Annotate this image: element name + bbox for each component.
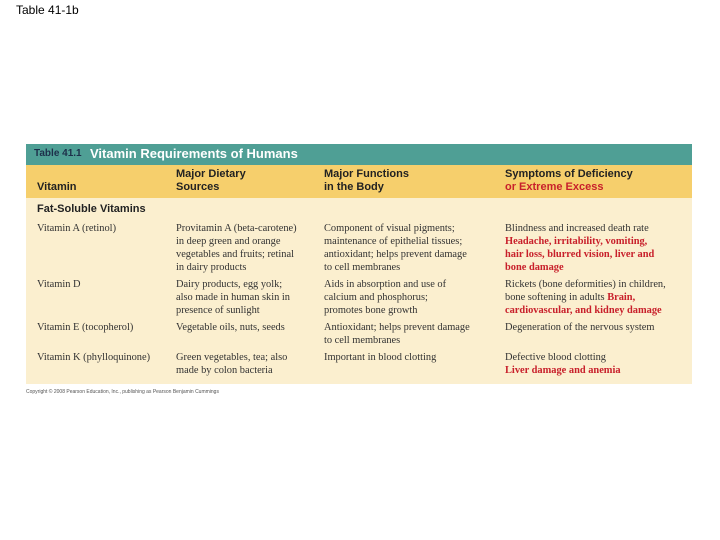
vitamin-table	[26, 144, 692, 384]
header-vitamin: Vitamin	[37, 181, 77, 193]
header-functions-line1: Major Functions	[324, 168, 409, 180]
cell-sources: Provitamin A (beta-carotene)	[176, 223, 297, 234]
cell-functions: promotes bone growth	[324, 305, 418, 316]
cell-symptoms: Degeneration of the nervous system	[505, 322, 655, 333]
cell-vitamin: Vitamin K (phylloquinone)	[37, 352, 151, 363]
section-fat-soluble: Fat-Soluble Vitamins	[37, 203, 146, 215]
cell-sources: in dairy products	[176, 262, 247, 273]
cell-sources: made by colon bacteria	[176, 365, 273, 376]
column-header-row	[26, 165, 692, 198]
cell-functions: Antioxidant; helps prevent damage	[324, 322, 470, 333]
cell-symptoms-text: bone softening in adults	[505, 292, 605, 303]
cell-sources: also made in human skin in	[176, 292, 290, 303]
header-sources-line2: Sources	[176, 181, 220, 193]
cell-functions: to cell membranes	[324, 262, 401, 273]
cell-excess: hair loss, blurred vision, liver and	[505, 249, 655, 260]
cell-symptoms: Defective blood clotting	[505, 352, 606, 363]
cell-functions: Important in blood clotting	[324, 352, 437, 363]
cell-symptoms	[505, 291, 635, 304]
cell-functions: to cell membranes	[324, 335, 401, 346]
cell-symptoms: Rickets (bone deformities) in children,	[505, 279, 666, 290]
cell-functions: calcium and phosphorus;	[324, 292, 428, 303]
cell-sources: in deep green and orange	[176, 236, 281, 247]
cell-vitamin: Vitamin A (retinol)	[37, 223, 117, 234]
table-title: Vitamin Requirements of Humans	[90, 146, 298, 161]
cell-symptoms: Blindness and increased death rate	[505, 223, 649, 234]
cell-sources: presence of sunlight	[176, 305, 260, 316]
cell-functions: antioxidant; helps prevent damage	[324, 249, 467, 260]
header-sources-line1: Major Dietary	[176, 168, 246, 180]
cell-excess: bone damage	[505, 262, 564, 273]
cell-vitamin: Vitamin E (tocopherol)	[37, 322, 134, 333]
cell-sources: vegetables and fruits; retinal	[176, 249, 295, 260]
cell-excess: cardiovascular, and kidney damage	[505, 305, 662, 316]
cell-vitamin: Vitamin D	[37, 279, 81, 290]
cell-excess: Liver damage and anemia	[505, 365, 621, 376]
copyright-notice: Copyright © 2008 Pearson Education, Inc., publishing as Pearson Benjamin Cummings	[26, 389, 219, 395]
cell-functions: Component of visual pigments;	[324, 223, 455, 234]
header-symptoms-line2: or Extreme Excess	[505, 181, 604, 193]
table-banner	[26, 144, 692, 165]
table-number: Table 41.1	[34, 148, 82, 159]
header-functions-line2: in the Body	[324, 181, 384, 193]
cell-sources: Dairy products, egg yolk;	[176, 279, 283, 290]
header-symptoms-line1: Symptoms of Deficiency	[505, 168, 633, 180]
cell-sources: Green vegetables, tea; also	[176, 352, 288, 363]
cell-sources: Vegetable oils, nuts, seeds	[176, 322, 285, 333]
cell-functions: Aids in absorption and use of	[324, 279, 447, 290]
cell-excess: Brain,	[607, 292, 636, 303]
cell-functions: maintenance of epithelial tissues;	[324, 236, 463, 247]
cell-excess: Headache, irritability, vomiting,	[505, 236, 648, 247]
slide-title: Table 41-1b	[16, 3, 79, 17]
